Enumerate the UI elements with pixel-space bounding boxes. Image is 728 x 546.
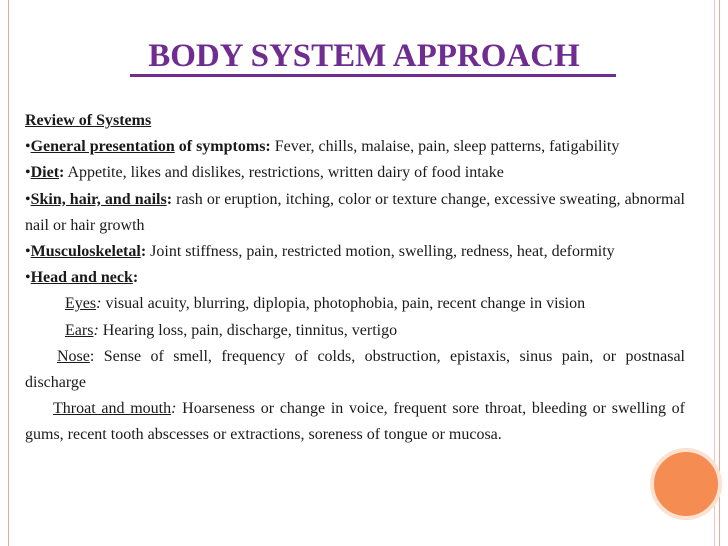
list-item-musculoskeletal (25, 239, 685, 265)
sub-item-colon: : (89, 347, 95, 365)
sub-item-label: Ears (65, 321, 94, 339)
list-item-skin (25, 187, 685, 239)
sub-item-colon: : (93, 321, 99, 339)
item-label: Diet (30, 164, 60, 182)
item-label-suffix: : (166, 190, 173, 208)
indent (25, 400, 53, 417)
bullet-icon: • (25, 243, 31, 261)
item-label: Head and neck (30, 269, 133, 287)
item-label-suffix: : (132, 269, 139, 287)
title-underline (130, 74, 616, 77)
sub-item-text: Hoarseness or change in voice, frequent sore throat, bleeding or swelling of gums, recent tooth abscesses or extractions, soreness of tongue or mucosa. (25, 400, 686, 444)
list-item-diet (25, 160, 685, 186)
bullet-icon: • (25, 269, 31, 287)
frame-line-left (8, 0, 9, 546)
bullet-icon: • (25, 138, 31, 156)
item-text: rash or eruption, itching, color or texture change, excessive sweating, abnormal nail or hair growth (25, 190, 685, 234)
sub-item-eyes (25, 291, 685, 317)
list-item-head-neck (25, 265, 685, 291)
list-item-general (25, 134, 685, 160)
item-text: Joint stiffness, pain, restricted motion, swelling, redness, heat, deformity (146, 243, 615, 261)
item-label-suffix: of symptoms: (174, 138, 271, 156)
decorative-circle-icon (650, 448, 722, 520)
item-label: General presentation (30, 138, 175, 156)
item-text: Appetite, likes and dislikes, restrictions, written dairy of food intake (64, 164, 504, 182)
bullet-icon: • (25, 164, 31, 182)
sub-item-colon: : (171, 400, 177, 418)
indent (25, 348, 57, 365)
sub-item-ears (25, 318, 685, 344)
sub-item-label: Eyes (65, 295, 97, 313)
sub-item-throat-mouth (25, 396, 685, 448)
sub-item-text: Hearing loss, pain, discharge, tinnitus, vertigo (98, 321, 398, 339)
frame-line-right (719, 0, 720, 546)
review-heading (25, 108, 685, 134)
sub-item-text: Sense of smell, frequency of colds, obstruction, epistaxis, sinus pain, or postnasal discharge (25, 347, 685, 392)
bullet-icon: • (25, 190, 31, 208)
sub-item-label: Nose (57, 347, 90, 365)
sub-item-text: visual acuity, blurring, diplopia, photophobia, pain, recent change in vision (101, 295, 586, 313)
slide-title: BODY SYSTEM APPROACH (148, 38, 580, 74)
sub-item-nose (25, 344, 685, 396)
review-heading-text: Review of Systems (25, 112, 152, 129)
sub-item-label: Throat and mouth (53, 400, 172, 418)
item-label: Skin, hair, and nails (30, 190, 167, 208)
item-label-suffix: : (140, 243, 147, 261)
item-text: Fever, chills, malaise, pain, sleep patterns, fatigability (270, 138, 620, 156)
item-label-suffix: : (59, 164, 65, 182)
slide-content (25, 108, 685, 449)
sub-item-colon: : (96, 295, 102, 313)
item-label: Musculoskeletal (30, 243, 141, 261)
